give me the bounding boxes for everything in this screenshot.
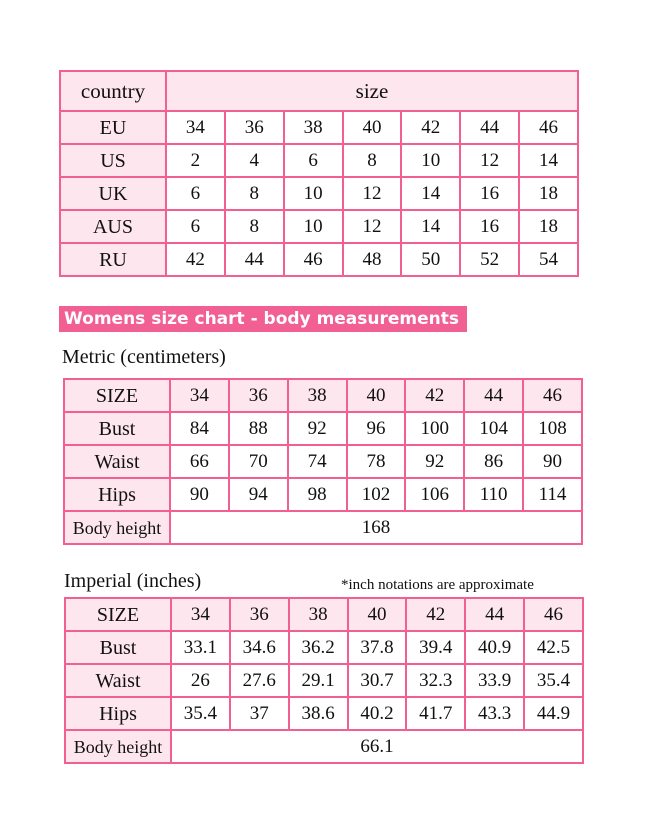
measure-value: 114 (523, 478, 582, 511)
table-row (65, 697, 583, 730)
size-value: 52 (460, 243, 519, 276)
measure-value: 66 (170, 445, 229, 478)
size-value: 44 (465, 598, 524, 631)
measure-label: Hips (65, 697, 171, 730)
metric-table (63, 378, 583, 545)
size-value: 42 (401, 111, 460, 144)
measure-value: 27.6 (230, 664, 289, 697)
measure-value: 102 (347, 478, 406, 511)
measure-value: 108 (523, 412, 582, 445)
measure-value: 100 (405, 412, 464, 445)
imperial-size-row (65, 598, 583, 631)
measure-value: 110 (464, 478, 523, 511)
country-label: AUS (60, 210, 166, 243)
table-row (64, 412, 582, 445)
measure-value: 90 (523, 445, 582, 478)
size-value: 44 (225, 243, 284, 276)
measure-value: 92 (405, 445, 464, 478)
metric-title: Metric (centimeters) (62, 346, 226, 368)
country-header: country (60, 71, 166, 111)
size-value: 48 (343, 243, 402, 276)
measure-value: 33.1 (171, 631, 230, 664)
size-value: 14 (401, 210, 460, 243)
size-value: 16 (460, 210, 519, 243)
measure-value: 40.9 (465, 631, 524, 664)
body-height-label: Body height (64, 511, 170, 544)
measure-value: 86 (464, 445, 523, 478)
measure-value: 37 (230, 697, 289, 730)
size-value: 8 (343, 144, 402, 177)
measure-value: 88 (229, 412, 288, 445)
metric-size-row (64, 379, 582, 412)
size-value: 46 (524, 598, 583, 631)
measure-value: 106 (405, 478, 464, 511)
measure-value: 39.4 (406, 631, 465, 664)
measure-value: 33.9 (465, 664, 524, 697)
size-value: 10 (284, 210, 343, 243)
size-value: 46 (523, 379, 582, 412)
measure-value: 84 (170, 412, 229, 445)
size-header: size (166, 71, 578, 111)
size-value: 12 (343, 177, 402, 210)
measure-value: 40.2 (348, 697, 407, 730)
size-value: 14 (519, 144, 578, 177)
size-value: 36 (230, 598, 289, 631)
conversion-header-row (60, 71, 578, 111)
measure-value: 37.8 (348, 631, 407, 664)
measure-label: Hips (64, 478, 170, 511)
size-value: 44 (464, 379, 523, 412)
size-value: 18 (519, 177, 578, 210)
size-value: 18 (519, 210, 578, 243)
size-value: 46 (284, 243, 343, 276)
size-value: 36 (225, 111, 284, 144)
measure-value: 43.3 (465, 697, 524, 730)
measure-value: 36.2 (289, 631, 348, 664)
table-row (64, 511, 582, 544)
measure-value: 34.6 (230, 631, 289, 664)
imperial-title: Imperial (inches) (64, 570, 202, 592)
measure-value: 70 (229, 445, 288, 478)
size-value: 38 (284, 111, 343, 144)
country-label: RU (60, 243, 166, 276)
size-value: 44 (460, 111, 519, 144)
size-value: 10 (401, 144, 460, 177)
country-label: US (60, 144, 166, 177)
table-row (60, 177, 578, 210)
country-label: EU (60, 111, 166, 144)
measure-value: 96 (347, 412, 406, 445)
country-label: UK (60, 177, 166, 210)
table-row (64, 445, 582, 478)
measure-label: Bust (65, 631, 171, 664)
size-value: 6 (284, 144, 343, 177)
size-value: 12 (343, 210, 402, 243)
size-value: 34 (166, 111, 225, 144)
measure-value: 30.7 (348, 664, 407, 697)
body-height-value: 168 (170, 511, 582, 544)
table-row (60, 210, 578, 243)
size-label: SIZE (64, 379, 170, 412)
size-label: SIZE (65, 598, 171, 631)
size-value: 6 (166, 210, 225, 243)
size-value: 12 (460, 144, 519, 177)
measure-value: 74 (288, 445, 347, 478)
measure-value: 90 (170, 478, 229, 511)
measure-label: Waist (65, 664, 171, 697)
table-row (64, 478, 582, 511)
size-value: 54 (519, 243, 578, 276)
table-row (60, 111, 578, 144)
size-value: 34 (170, 379, 229, 412)
table-row (60, 243, 578, 276)
size-value: 34 (171, 598, 230, 631)
size-value: 4 (225, 144, 284, 177)
size-value: 38 (289, 598, 348, 631)
size-value: 8 (225, 210, 284, 243)
measure-value: 42.5 (524, 631, 583, 664)
measure-value: 44.9 (524, 697, 583, 730)
measure-value: 29.1 (289, 664, 348, 697)
table-row (65, 631, 583, 664)
measure-value: 32.3 (406, 664, 465, 697)
size-value: 16 (460, 177, 519, 210)
measure-value: 26 (171, 664, 230, 697)
size-value: 40 (347, 379, 406, 412)
size-value: 38 (288, 379, 347, 412)
table-row (60, 144, 578, 177)
measure-value: 98 (288, 478, 347, 511)
body-height-value: 66.1 (171, 730, 583, 763)
size-value: 2 (166, 144, 225, 177)
imperial-table (64, 597, 584, 764)
size-value: 6 (166, 177, 225, 210)
measure-value: 38.6 (289, 697, 348, 730)
section-banner: Womens size chart - body measurements (59, 306, 467, 332)
measure-label: Waist (64, 445, 170, 478)
size-value: 14 (401, 177, 460, 210)
measure-label: Bust (64, 412, 170, 445)
size-value: 50 (401, 243, 460, 276)
measure-value: 41.7 (406, 697, 465, 730)
size-value: 42 (405, 379, 464, 412)
size-value: 42 (166, 243, 225, 276)
measure-value: 104 (464, 412, 523, 445)
measure-value: 94 (229, 478, 288, 511)
size-conversion-table (59, 70, 579, 277)
table-row (65, 664, 583, 697)
size-value: 10 (284, 177, 343, 210)
measure-value: 35.4 (524, 664, 583, 697)
size-value: 46 (519, 111, 578, 144)
body-height-label: Body height (65, 730, 171, 763)
imperial-note: *inch notations are approximate (341, 577, 534, 593)
size-value: 8 (225, 177, 284, 210)
measure-value: 92 (288, 412, 347, 445)
size-value: 36 (229, 379, 288, 412)
measure-value: 78 (347, 445, 406, 478)
size-value: 40 (343, 111, 402, 144)
size-value: 42 (406, 598, 465, 631)
table-row (65, 730, 583, 763)
size-value: 40 (348, 598, 407, 631)
measure-value: 35.4 (171, 697, 230, 730)
